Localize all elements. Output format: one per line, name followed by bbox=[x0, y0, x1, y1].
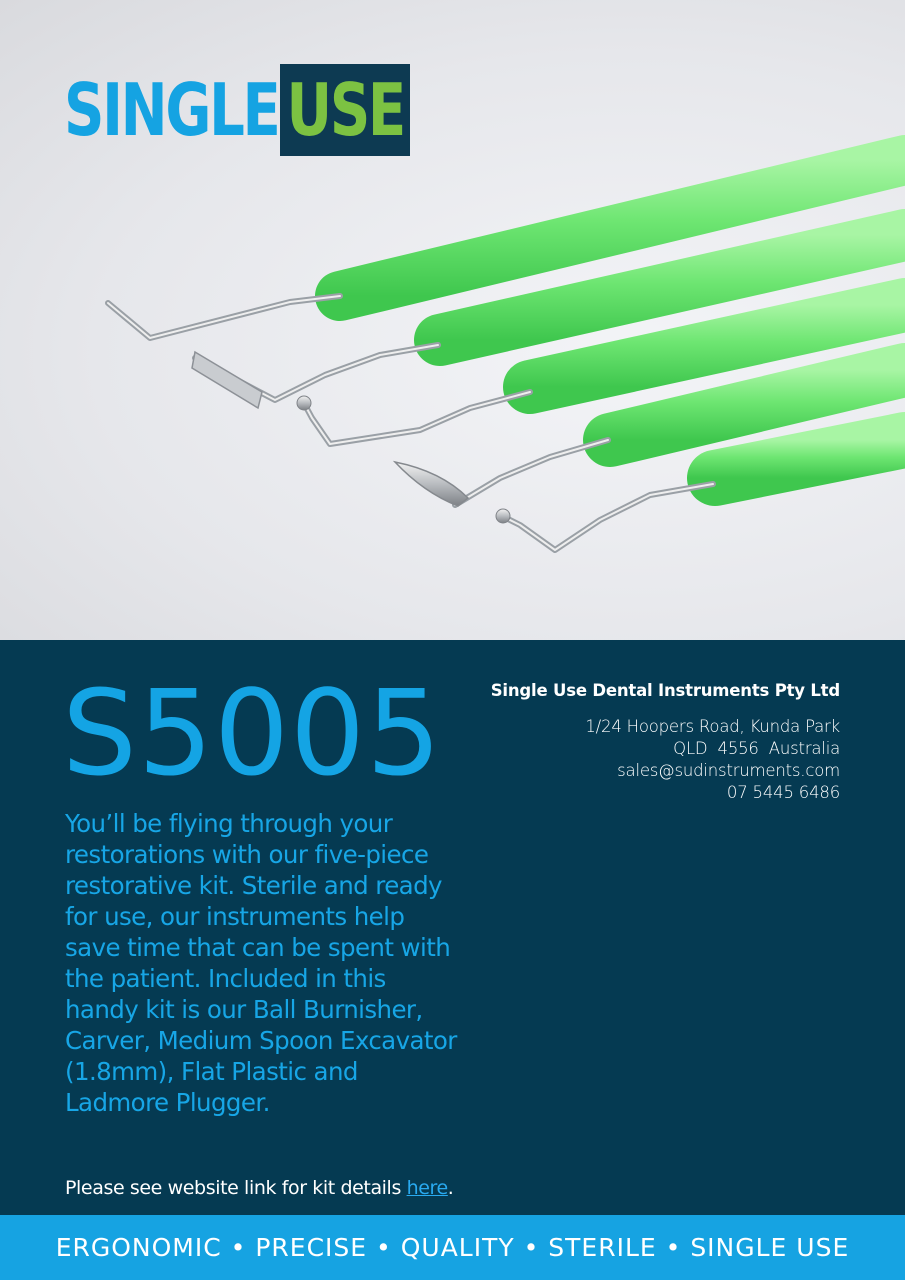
phone-number: 07 5445 6486 bbox=[726, 783, 840, 802]
tagline: ERGONOMIC • PRECISE • QUALITY • STERILE • SINGLE USE bbox=[55, 1233, 850, 1262]
address-line-2: QLD 4556 Australia bbox=[673, 739, 840, 758]
company-contact bbox=[440, 680, 840, 804]
website-note-text: Please see website link for kit details bbox=[65, 1177, 407, 1199]
logo-use-box bbox=[280, 64, 410, 156]
company-name: Single Use Dental Instruments Pty Ltd bbox=[490, 681, 840, 700]
product-code: S5005 bbox=[62, 664, 443, 802]
logo-word-single: SINGLE bbox=[64, 68, 279, 152]
brand-logo bbox=[64, 64, 410, 156]
address-line-1: 1/24 Hoopers Road, Kunda Park bbox=[585, 717, 840, 736]
product-description: You’ll be flying through your restorations with our five-piece restorative kit. Sterile and ready for use, our instruments help save time that can be spent with the patient. Included in this handy kit is our Ball Burnisher, Carver, Medium Spoon Excavator (1.8mm), Flat Plastic and Ladmore Plugger. bbox=[65, 809, 457, 1117]
website-note-suffix: . bbox=[447, 1177, 454, 1199]
email-address: sales@sudinstruments.com bbox=[617, 761, 840, 780]
logo-word-use: USE bbox=[286, 68, 404, 152]
footer-band bbox=[0, 1215, 905, 1280]
kit-details-link[interactable]: here bbox=[406, 1177, 448, 1199]
website-note bbox=[65, 1174, 665, 1202]
